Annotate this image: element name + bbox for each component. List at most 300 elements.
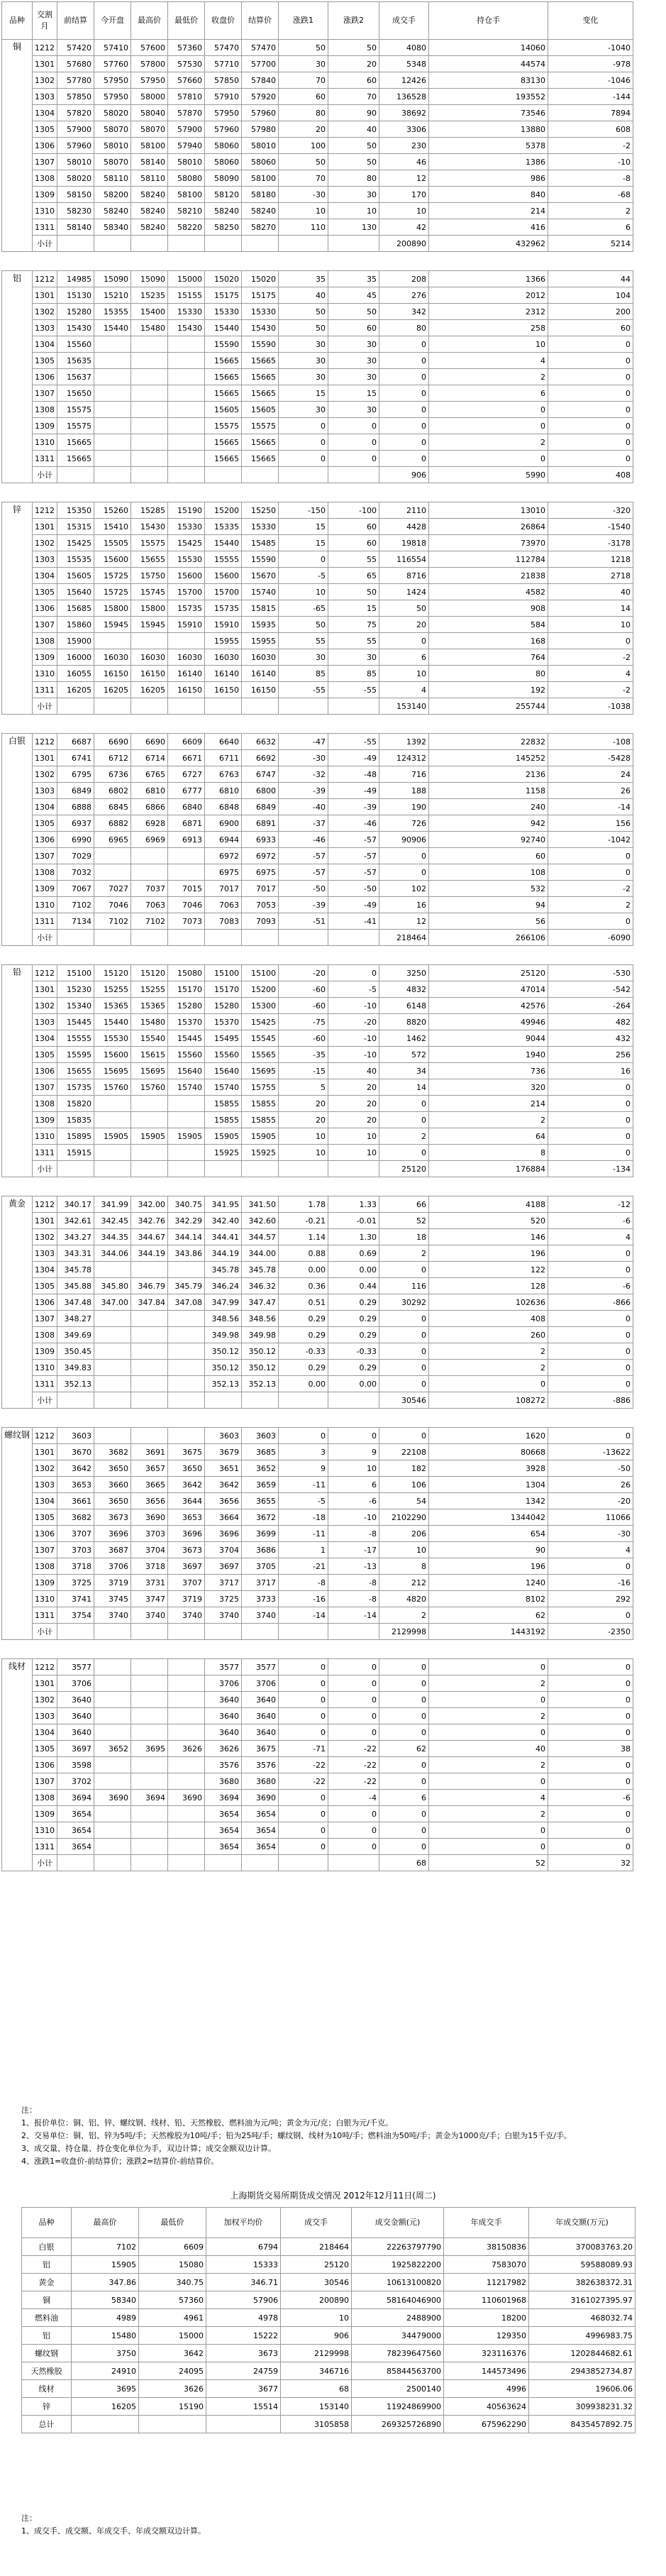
cell-value: 3640: [205, 1692, 242, 1708]
cell-value: 92740: [429, 832, 548, 848]
cell-value: 58090: [205, 170, 242, 187]
table-row: [2, 584, 633, 600]
table-row: [2, 1839, 633, 1855]
cell-value: 20: [328, 56, 379, 72]
cell-value: 341.99: [94, 1196, 131, 1213]
cell-value: 532: [429, 881, 548, 897]
cell-value: -32: [279, 766, 328, 783]
notes-block: [21, 2104, 645, 2168]
cell-value: 130: [328, 219, 379, 236]
table-row: [2, 1509, 633, 1526]
summary-value: [206, 2416, 281, 2433]
cell-value: 60: [328, 72, 379, 89]
cell-value: -55: [279, 682, 328, 698]
subtotal-row: [2, 1855, 633, 1871]
delivery-month: 1308: [33, 864, 57, 881]
delivery-month: 1302: [33, 998, 57, 1014]
cell-value: 22832: [429, 734, 548, 750]
table-row: [2, 832, 633, 848]
cell-value: [168, 1096, 205, 1112]
cell-value: 0: [379, 369, 429, 385]
cell-value: 15330: [242, 519, 279, 535]
cell-value: 15250: [242, 502, 279, 519]
cell-value: [131, 369, 168, 385]
cell-value: 15590: [242, 551, 279, 568]
delivery-month: 1310: [33, 434, 57, 451]
cell-value: 0: [548, 1607, 633, 1624]
summary-commodity: 螺纹钢: [22, 2345, 72, 2362]
cell-value: 192: [429, 682, 548, 698]
summary-value: 468032.74: [529, 2309, 636, 2327]
cell-value: [131, 451, 168, 467]
cell-value: 4: [379, 682, 429, 698]
cell-value: 3673: [94, 1509, 131, 1526]
delivery-month: 1310: [33, 666, 57, 682]
cell-value: [131, 1773, 168, 1790]
cell-value: 15330: [205, 304, 242, 320]
cell-value: 6840: [168, 799, 205, 815]
summary-value: 4996: [444, 2380, 529, 2398]
cell-value: 344.67: [131, 1229, 168, 1245]
cell-value: 1940: [429, 1047, 548, 1063]
cell-value: 15120: [131, 965, 168, 981]
note-line: 1、报价单位：铜、铝、锌、螺纹钢、线材、铅、天然橡胶、燃料油为元/吨；黄金为元/克；白银为元/千克。: [21, 2118, 394, 2128]
cell-value: 0: [548, 864, 633, 881]
subtotal-value: [94, 1855, 131, 1871]
cell-value: 15595: [57, 1047, 94, 1063]
cell-value: 6692: [242, 750, 279, 766]
cell-value: 3306: [379, 121, 429, 138]
cell-value: 57870: [168, 105, 205, 121]
table-row: [2, 1278, 633, 1294]
delivery-month: 1304: [33, 799, 57, 815]
cell-value: 15560: [57, 336, 94, 353]
table-row: [2, 600, 633, 617]
table-row: [2, 1343, 633, 1360]
cell-value: 3706: [205, 1675, 242, 1692]
cell-value: 57960: [57, 138, 94, 154]
cell-value: [131, 1806, 168, 1822]
cell-value: 15100: [242, 965, 279, 981]
table-row: [2, 1575, 633, 1591]
cell-value: 6795: [57, 766, 94, 783]
cell-value: -11: [279, 1477, 328, 1493]
cell-value: 6888: [57, 799, 94, 815]
cell-value: 15100: [57, 965, 94, 981]
subtotal-value: [168, 698, 205, 715]
summary-value: 1925822200: [352, 2256, 444, 2274]
cell-value: 85: [279, 666, 328, 682]
cell-value: -3178: [548, 535, 633, 551]
cell-value: 200: [548, 304, 633, 320]
cell-value: -50: [328, 881, 379, 897]
cell-value: 55: [328, 633, 379, 649]
cell-value: 3702: [57, 1773, 94, 1790]
table-row: [2, 187, 633, 203]
cell-value: 348.56: [205, 1311, 242, 1327]
cell-value: [131, 1675, 168, 1692]
cell-value: 3672: [242, 1509, 279, 1526]
cell-value: 7046: [94, 897, 131, 913]
delivery-month: 1302: [33, 1692, 57, 1708]
cell-value: 3697: [168, 1558, 205, 1575]
cell-value: 12: [379, 170, 429, 187]
cell-value: [131, 1724, 168, 1741]
subtotal-value: [242, 930, 279, 946]
cell-value: 57710: [205, 56, 242, 72]
subtotal-value: [279, 1392, 328, 1409]
cell-value: 30: [328, 336, 379, 353]
summary-column-header: 品种: [22, 2208, 72, 2238]
cell-value: [94, 1822, 131, 1839]
delivery-month: 1309: [33, 1343, 57, 1360]
summary-value: 15080: [139, 2256, 206, 2274]
cell-value: 3640: [205, 1708, 242, 1724]
delivery-month: 1309: [33, 1575, 57, 1591]
table-row: [2, 1444, 633, 1460]
summary-value: 40563624: [444, 2398, 529, 2416]
cell-value: 15855: [242, 1112, 279, 1128]
cell-value: 0: [379, 1262, 429, 1278]
cell-value: 2: [429, 434, 548, 451]
cell-value: -1540: [548, 519, 633, 535]
subtotal-value: [242, 698, 279, 715]
cell-value: 3740: [94, 1607, 131, 1624]
cell-value: 3694: [205, 1790, 242, 1806]
cell-value: [94, 1096, 131, 1112]
cell-value: 3690: [94, 1790, 131, 1806]
cell-value: 58020: [57, 170, 94, 187]
cell-value: 0.51: [279, 1294, 328, 1311]
cell-value: 0.29: [328, 1327, 379, 1343]
cell-value: 4: [548, 666, 633, 682]
table-row: [2, 1607, 633, 1624]
cell-value: 3740: [242, 1607, 279, 1624]
cell-value: 80668: [429, 1444, 548, 1460]
delivery-month: 1309: [33, 1806, 57, 1822]
cell-value: 15170: [168, 981, 205, 998]
cell-value: 0: [379, 451, 429, 467]
table-row: [2, 1675, 633, 1692]
cell-value: 342.29: [168, 1213, 205, 1229]
cell-value: 482: [548, 1014, 633, 1030]
table-row: [2, 1327, 633, 1343]
cell-value: 0: [328, 451, 379, 467]
cell-value: 58270: [242, 219, 279, 236]
cell-value: 15440: [205, 320, 242, 336]
cell-value: 0.29: [279, 1327, 328, 1343]
cell-value: 60: [279, 89, 328, 105]
cell-value: 15835: [57, 1112, 94, 1128]
cell-value: 2: [379, 1607, 429, 1624]
delivery-month: 1307: [33, 617, 57, 633]
cell-value: -10: [328, 1047, 379, 1063]
cell-value: 20: [279, 1096, 328, 1112]
table-row: [2, 519, 633, 535]
table-row: [2, 682, 633, 698]
cell-value: 15665: [205, 369, 242, 385]
cell-value: 16030: [168, 649, 205, 666]
cell-value: 15440: [94, 1014, 131, 1030]
cell-value: 30: [328, 402, 379, 418]
subtotal-value: -1038: [548, 698, 633, 715]
cell-value: 0: [548, 369, 633, 385]
summary-value: 24910: [72, 2362, 139, 2380]
cell-value: 1462: [379, 1030, 429, 1047]
cell-value: 15900: [57, 633, 94, 649]
subtotal-value: [328, 236, 379, 252]
cell-value: 2718: [548, 568, 633, 584]
cell-value: 9044: [429, 1030, 548, 1047]
cell-value: [168, 1822, 205, 1839]
cell-value: 14060: [429, 40, 548, 56]
cell-value: 10: [379, 666, 429, 682]
cell-value: 58110: [131, 170, 168, 187]
subtotal-value: [94, 236, 131, 252]
cell-value: 942: [429, 815, 548, 832]
cell-value: 0: [548, 1262, 633, 1278]
cell-value: 50: [279, 40, 328, 56]
subtotal-value: 30546: [379, 1392, 429, 1409]
cell-value: 42: [379, 219, 429, 236]
cell-value: 56: [429, 913, 548, 930]
cell-value: 344.19: [131, 1245, 168, 1262]
cell-value: 15665: [57, 434, 94, 451]
table-row: [2, 766, 633, 783]
cell-value: 90: [328, 105, 379, 121]
cell-value: 58220: [168, 219, 205, 236]
subtotal-row: [2, 467, 633, 483]
cell-value: -5: [279, 1493, 328, 1509]
cell-value: 15665: [242, 353, 279, 369]
cell-value: 15590: [242, 336, 279, 353]
cell-value: 726: [379, 815, 429, 832]
cell-value: 10: [279, 1145, 328, 1161]
cell-value: 3670: [57, 1444, 94, 1460]
cell-value: 57810: [168, 89, 205, 105]
cell-value: 57910: [205, 89, 242, 105]
cell-value: 15210: [94, 287, 131, 304]
cell-value: 170: [379, 187, 429, 203]
cell-value: 15905: [242, 1128, 279, 1145]
cell-value: 57420: [57, 40, 94, 56]
subtotal-row: [2, 236, 633, 252]
cell-value: -30: [279, 750, 328, 766]
cell-value: 3651: [205, 1460, 242, 1477]
cell-value: -22: [328, 1757, 379, 1773]
cell-value: 3652: [94, 1741, 131, 1757]
cell-value: 3626: [168, 1741, 205, 1757]
cell-value: 349.98: [242, 1327, 279, 1343]
delivery-month: 1212: [33, 271, 57, 287]
cell-value: 15280: [168, 998, 205, 1014]
table-row: [2, 1460, 633, 1477]
subtotal-value: [94, 1392, 131, 1409]
cell-value: 75: [328, 617, 379, 633]
cell-value: 0: [328, 1806, 379, 1822]
cell-value: 6687: [57, 734, 94, 750]
summary-value: 15222: [206, 2327, 281, 2345]
cell-value: 57850: [205, 72, 242, 89]
cell-value: 0: [279, 1839, 328, 1855]
table-body: [2, 40, 633, 1871]
cell-value: 9: [328, 1444, 379, 1460]
cell-value: 0.88: [279, 1245, 328, 1262]
summary-value: 7583070: [444, 2256, 529, 2274]
cell-value: 0: [279, 1708, 328, 1724]
summary-column-header: 最高价: [72, 2208, 139, 2238]
cell-value: 70: [328, 89, 379, 105]
subtotal-value: 153140: [379, 698, 429, 715]
cell-value: 0: [379, 864, 429, 881]
cell-value: 0: [429, 1773, 548, 1790]
cell-value: 15600: [168, 568, 205, 584]
cell-value: 0: [548, 434, 633, 451]
cell-value: -13622: [548, 1444, 633, 1460]
cell-value: 6965: [94, 832, 131, 848]
cell-value: 15745: [131, 584, 168, 600]
cell-value: 30: [328, 187, 379, 203]
subtotal-value: 1443192: [429, 1624, 548, 1640]
cell-value: -40: [279, 799, 328, 815]
cell-value: 44574: [429, 56, 548, 72]
table-row: [2, 219, 633, 236]
cell-value: 344.14: [168, 1229, 205, 1245]
table-row: [2, 881, 633, 897]
cell-value: 3675: [168, 1444, 205, 1460]
cell-value: 6736: [94, 766, 131, 783]
subtotal-value: [94, 1624, 131, 1640]
cell-value: -10: [548, 154, 633, 170]
cell-value: 58140: [131, 154, 168, 170]
cell-value: 346.32: [242, 1278, 279, 1294]
table-row: [2, 981, 633, 998]
cell-value: 15575: [205, 418, 242, 434]
cell-value: 15340: [57, 998, 94, 1014]
summary-value: 4978: [206, 2309, 281, 2327]
table-row: [2, 138, 633, 154]
cell-value: 6810: [131, 783, 168, 799]
summary-value: 11924869900: [352, 2398, 444, 2416]
table-row: [2, 734, 633, 750]
cell-value: 15: [279, 519, 328, 535]
summary-value: 3161027395.97: [529, 2291, 636, 2309]
commodity-name: 铝: [2, 271, 33, 483]
cell-value: [168, 864, 205, 881]
table-header: [2, 2, 633, 40]
delivery-month: 1306: [33, 832, 57, 848]
cell-value: 0: [548, 1428, 633, 1444]
delivery-month: 1307: [33, 385, 57, 402]
cell-value: [131, 1145, 168, 1161]
cell-value: 57960: [242, 105, 279, 121]
table-row: [2, 864, 633, 881]
cell-value: 49946: [429, 1014, 548, 1030]
cell-value: 0.29: [279, 1311, 328, 1327]
cell-value: -2: [548, 649, 633, 666]
cell-value: 15410: [94, 519, 131, 535]
cell-value: 15480: [131, 1014, 168, 1030]
subtotal-value: [131, 236, 168, 252]
summary-value: 3642: [139, 2345, 206, 2362]
cell-value: 15200: [205, 502, 242, 519]
cell-value: -18: [279, 1509, 328, 1526]
cell-value: 15575: [242, 418, 279, 434]
cell-value: 15695: [242, 1063, 279, 1079]
cell-value: 57470: [242, 40, 279, 56]
cell-value: -57: [328, 848, 379, 864]
cell-value: 60: [328, 535, 379, 551]
cell-value: 57940: [168, 138, 205, 154]
cell-value: 3697: [57, 1741, 94, 1757]
cell-value: 6928: [131, 815, 168, 832]
summary-column-header: 加权平均价: [206, 2208, 281, 2238]
table-row: [2, 1245, 633, 1262]
cell-value: 15700: [205, 584, 242, 600]
cell-value: [94, 1327, 131, 1343]
cell-value: [168, 633, 205, 649]
cell-value: 64: [429, 1128, 548, 1145]
table-row: [2, 353, 633, 369]
delivery-month: 1306: [33, 600, 57, 617]
cell-value: -39: [279, 897, 328, 913]
cell-value: 10: [548, 617, 633, 633]
cell-value: 3731: [131, 1575, 168, 1591]
cell-value: 30: [328, 649, 379, 666]
table-row: [2, 271, 633, 287]
cell-value: 2: [379, 1128, 429, 1145]
cell-value: 57840: [242, 72, 279, 89]
cell-value: 196: [429, 1558, 548, 1575]
subtotal-label: 小计: [33, 236, 57, 252]
cell-value: 347.48: [57, 1294, 94, 1311]
cell-value: [131, 353, 168, 369]
column-header: 交割月: [33, 2, 57, 40]
cell-value: 50: [328, 40, 379, 56]
delivery-month: 1308: [33, 1558, 57, 1575]
summary-value: 906: [281, 2327, 352, 2345]
cell-value: 15650: [57, 385, 94, 402]
cell-value: -10: [328, 1509, 379, 1526]
cell-value: 15080: [168, 965, 205, 981]
cell-value: 58240: [131, 219, 168, 236]
commodity-name: 螺纹钢: [2, 1428, 33, 1640]
cell-value: 16140: [168, 666, 205, 682]
cell-value: -1046: [548, 72, 633, 89]
cell-value: 572: [379, 1047, 429, 1063]
cell-value: [94, 1262, 131, 1278]
summary-row: [22, 2238, 636, 2256]
subtotal-value: [57, 930, 94, 946]
delivery-month: 1302: [33, 304, 57, 320]
cell-value: -6: [548, 1278, 633, 1294]
cell-value: 16000: [57, 649, 94, 666]
cell-value: 343.31: [57, 1245, 94, 1262]
cell-value: -11: [279, 1526, 328, 1542]
cell-value: 15640: [57, 584, 94, 600]
cell-value: 3640: [205, 1724, 242, 1741]
cell-value: [168, 848, 205, 864]
subtotal-value: [328, 1161, 379, 1177]
subtotal-value: [328, 1392, 379, 1409]
cell-value: -978: [548, 56, 633, 72]
summary-value: 200890: [281, 2291, 352, 2309]
cell-value: 58230: [57, 203, 94, 219]
cell-value: 0.00: [328, 1376, 379, 1392]
cell-value: [131, 385, 168, 402]
cell-value: 3652: [242, 1460, 279, 1477]
cell-value: 15130: [57, 287, 94, 304]
